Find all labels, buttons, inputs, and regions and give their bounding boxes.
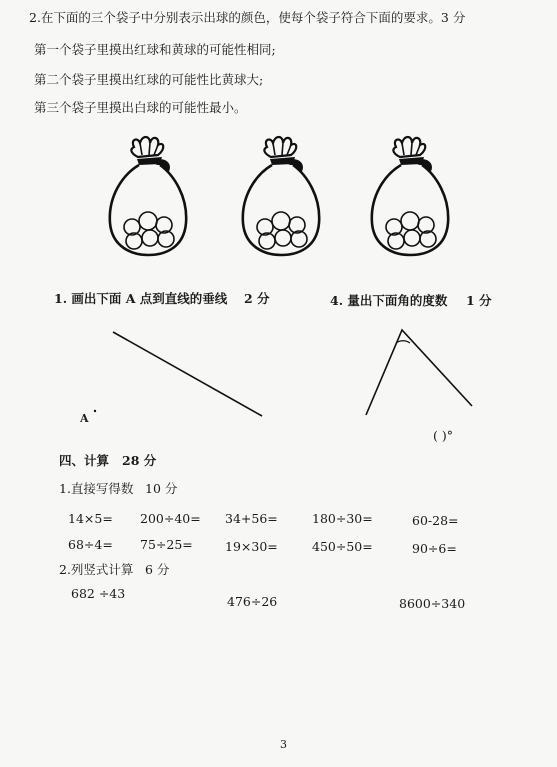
angle-answer-blank[interactable]: ( )° bbox=[433, 428, 453, 443]
calc-item[interactable]: 200÷40= bbox=[140, 511, 201, 526]
requirement-1: 第一个袋子里摸出红球和黄球的可能性相同; bbox=[34, 42, 276, 57]
vertical-calc-item[interactable]: 8600÷340 bbox=[399, 596, 466, 611]
straight-line bbox=[113, 332, 262, 416]
calc-item[interactable]: 90÷6= bbox=[412, 541, 457, 556]
vertical-calc-item[interactable]: 682 ÷43 bbox=[71, 586, 126, 601]
point-a-label: A bbox=[80, 412, 89, 425]
requirement-3: 第三个袋子里摸出白球的可能性最小。 bbox=[34, 100, 247, 115]
vertical-calc-title: 2.列竖式计算 bbox=[59, 562, 134, 577]
calc-item[interactable]: 60-28= bbox=[412, 513, 459, 528]
angle-question-title: 4. 量出下面角的度数 bbox=[330, 293, 448, 308]
calc-item[interactable]: 180÷30= bbox=[312, 511, 373, 526]
calc-item[interactable]: 19×30= bbox=[225, 539, 278, 554]
calc-item[interactable]: 450÷50= bbox=[312, 539, 373, 554]
calc-item[interactable]: 14×5= bbox=[68, 511, 113, 526]
direct-calc-title: 1.直接写得数 bbox=[59, 481, 134, 496]
perpendicular-question-title: 1. 画出下面 A 点到直线的垂线 bbox=[54, 291, 228, 306]
calc-item[interactable]: 68÷4= bbox=[68, 537, 113, 552]
point-a bbox=[94, 410, 96, 412]
question-2-title: 2.在下面的三个袋子中分别表示出球的颜色，使每个袋子符合下面的要求。3 分 bbox=[29, 10, 466, 25]
perpendicular-question-score: 2 分 bbox=[244, 291, 270, 306]
section-4-score: 28 分 bbox=[122, 453, 157, 468]
page-number: 3 bbox=[280, 738, 287, 751]
calc-item[interactable]: 34+56= bbox=[225, 511, 278, 526]
angle-shape bbox=[366, 330, 472, 415]
direct-calc-score: 10 分 bbox=[145, 481, 178, 496]
section-4-title: 四、计算 bbox=[59, 453, 110, 468]
angle-question-score: 1 分 bbox=[466, 293, 492, 308]
requirement-2: 第二个袋子里摸出红球的可能性比黄球大; bbox=[34, 72, 264, 87]
calc-item[interactable]: 75÷25= bbox=[140, 537, 193, 552]
vertical-calc-score: 6 分 bbox=[145, 562, 170, 577]
vertical-calc-item[interactable]: 476÷26 bbox=[227, 594, 278, 609]
